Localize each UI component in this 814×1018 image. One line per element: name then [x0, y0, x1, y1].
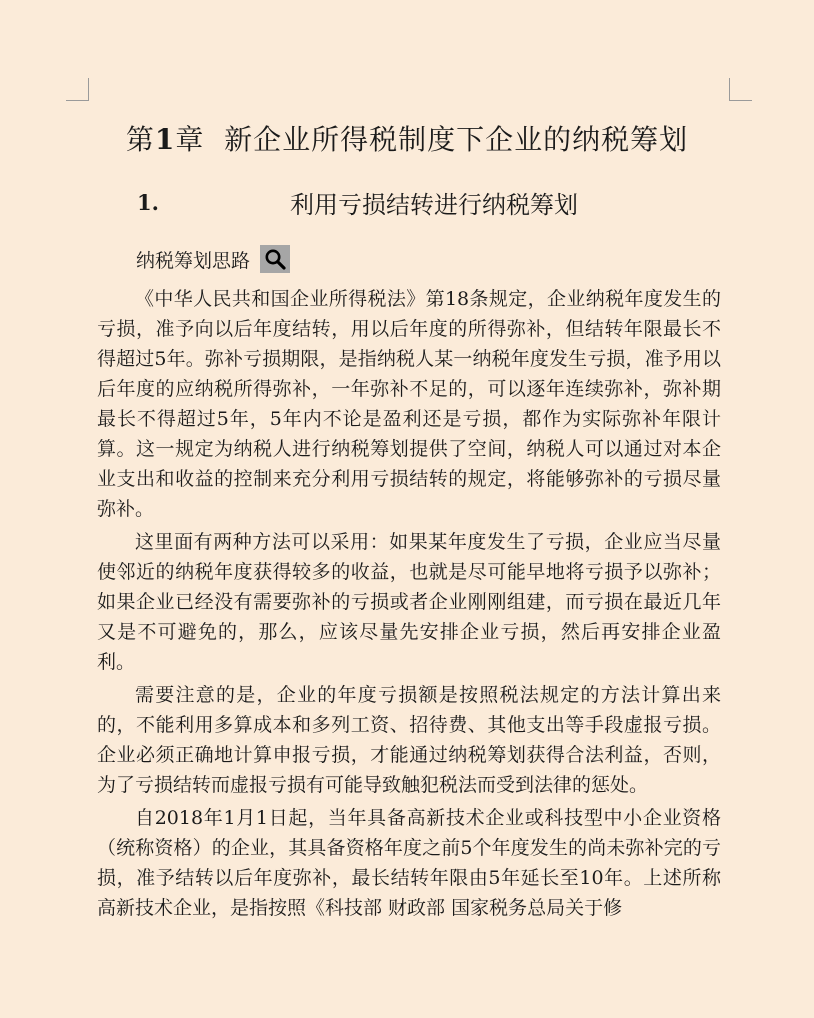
search-icon[interactable] — [260, 245, 290, 273]
chapter-title — [0, 118, 814, 158]
chapter-title-text: 章 新企业所得税制度下企业的纳税筹划 — [175, 123, 689, 156]
paragraph: 《中华人民共和国企业所得税法》第18条规定，企业纳税年度发生的亏损，准予向以后年度结转，用以后年度的所得弥补，但结转年限最长不得超过5年。弥补亏损期限，是指纳税人某一纳税年度发生亏损，准予用以后年度的应纳税所得弥补，一年弥补不足的，可以逐年连续弥补，弥补期最长不得超过5年，5年内不论是盈利还是亏损，都作为实际弥补年限计算。这一规定为纳税人进行纳税筹划提供了空间，纳税人可以通过对本企业支出和收益的控制来充分利用亏损结转的规定，将能够弥补的亏损尽量弥补。 — [97, 288, 721, 520]
chapter-prefix: 第 — [125, 123, 155, 156]
chapter-number: 1 — [154, 123, 176, 156]
page-corner-mark-left — [66, 78, 89, 101]
paragraph: 自2018年1月1日起，当年具备高新技术企业或科技型中小企业资格（统称资格）的企业，其具备资格年度之前5个年度发生的尚未弥补完的亏损，准予结转以后年度弥补，最长结转年限由5年延长至10年。上述所称高新技术企业，是指按照《科技部 财政部 国家税务总局关于修 — [97, 807, 721, 919]
page-corner-mark-right — [729, 78, 752, 101]
paragraph: 这里面有两种方法可以采用：如果某年度发生了亏损，企业应当尽量使邻近的纳税年度获得较多的收益，也就是尽可能早地将亏损予以弥补；如果企业已经没有需要弥补的亏损或者企业刚刚组建，而亏损在最近几年又是不可避免的，那么，应该尽量先安排企业亏损，然后再安排企业盈利。 — [97, 531, 721, 673]
body-text — [97, 284, 721, 926]
subheading-label: 纳税筹划思路 — [136, 249, 251, 272]
subheading — [136, 245, 290, 273]
paragraph: 需要注意的是，企业的年度亏损额是按照税法规定的方法计算出来的，不能利用多算成本和多列工资、招待费、其他支出等手段虚报亏损。企业必须正确地计算申报亏损，才能通过纳税筹划获得合法利益，否则，为了亏损结转而虚报亏损有可能导致触犯税法而受到法律的惩处。 — [97, 684, 721, 796]
section-number: 1. — [137, 190, 159, 215]
section-title: 利用亏损结转进行纳税筹划 — [290, 191, 578, 219]
